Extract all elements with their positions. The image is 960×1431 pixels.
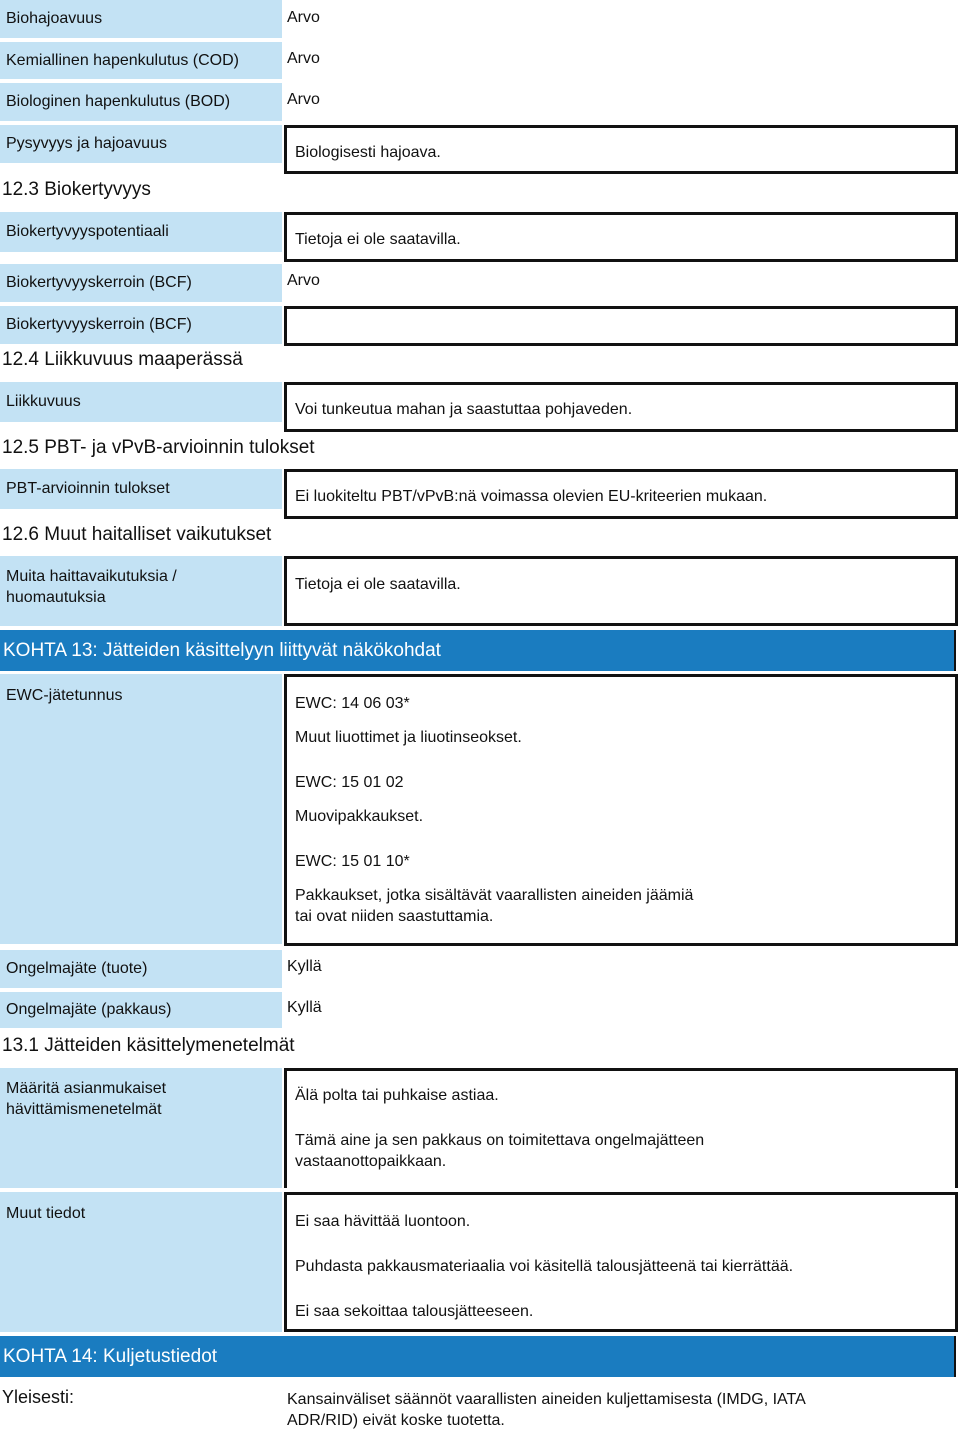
ewc-desc-2: Muovipakkaukset. [295, 808, 424, 825]
label-problem-product: Ongelmajäte (tuote) [0, 950, 282, 988]
label-other-info: Muut tiedot [0, 1192, 282, 1332]
label-mobility: Liikkuvuus [0, 382, 282, 422]
value-problem-product: Kyllä [287, 958, 322, 975]
disposal-line-1: Älä polta tai puhkaise astiaa. [295, 1087, 499, 1104]
heading-13-1: 13.1 Jätteiden käsittelymenetelmät [2, 1035, 295, 1056]
label-persistence: Pysyvyys ja hajoavuus [0, 125, 282, 163]
value-biodegradability: Arvo [287, 9, 320, 26]
value-pbt: Ei luokiteltu PBT/vPvB:nä voimassa olevien EU-kriteerien mukaan. [295, 488, 768, 505]
value-box-bio-potential [284, 212, 958, 262]
heading-12-6: 12.6 Muut haitalliset vaikutukset [2, 524, 272, 545]
label-bcf-2: Biokertyvyyskerroin (BCF) [0, 306, 282, 344]
heading-12-5: 12.5 PBT- ja vPvB-arvioinnin tulokset [2, 437, 315, 458]
ewc-desc-1: Muut liuottimet ja liuotinseokset. [295, 729, 522, 746]
value-problem-package: Kyllä [287, 999, 322, 1016]
value-bio-potential: Tietoja ei ole saatavilla. [295, 231, 461, 248]
ewc-code-3: EWC: 15 01 10* [295, 853, 410, 870]
value-box-pbt [284, 469, 958, 519]
value-persistence: Biologisesti hajoava. [295, 144, 441, 161]
heading-12-3: 12.3 Biokertyvyys [2, 179, 151, 200]
other-info-line-2: Puhdasta pakkausmateriaalia voi käsitellä talousjätteenä tai kierrättää. [295, 1258, 794, 1275]
value-box-ewc [284, 674, 958, 946]
section-13-title: KOHTA 13: Jätteiden käsittelyyn liittyvät näkökohdat [0, 630, 956, 671]
value-box-mobility [284, 382, 958, 432]
value-other-effects: Tietoja ei ole saatavilla. [295, 576, 461, 593]
label-bod: Biologinen hapenkulutus (BOD) [0, 83, 282, 121]
ewc-code-1: EWC: 14 06 03* [295, 695, 410, 712]
value-general: Kansainväliset säännöt vaarallisten aineiden kuljettamisesta (IMDG, IATA ADR/RID) eivät koske tuotetta. [287, 1391, 805, 1429]
label-other-effects: Muita haittavaikutuksia / huomautuksia [0, 556, 282, 626]
label-bio-potential: Biokertyvyyspotentiaali [0, 212, 282, 252]
heading-12-4: 12.4 Liikkuvuus maaperässä [2, 349, 243, 370]
label-cod: Kemiallinen hapenkulutus (COD) [0, 42, 282, 79]
label-general: Yleisesti: [2, 1387, 75, 1407]
value-box-persistence [284, 125, 958, 174]
value-cod: Arvo [287, 50, 320, 67]
value-box-other-info [284, 1192, 958, 1332]
value-box-bcf-2 [284, 306, 958, 346]
value-box-other-effects [284, 556, 958, 626]
ewc-desc-3: Pakkaukset, jotka sisältävät vaarallisten aineiden jäämiä tai ovat niiden saastuttamia. [295, 887, 694, 925]
value-mobility: Voi tunkeutua mahan ja saastuttaa pohjaveden. [295, 401, 633, 418]
value-box-disposal [284, 1068, 958, 1188]
label-biodegradability: Biohajoavuus [0, 0, 282, 38]
other-info-line-1: Ei saa hävittää luontoon. [295, 1213, 471, 1230]
other-info-line-3: Ei saa sekoittaa talousjätteeseen. [295, 1303, 534, 1320]
label-ewc: EWC-jätetunnus [0, 674, 282, 944]
label-bcf-1: Biokertyvyyskerroin (BCF) [0, 264, 282, 302]
value-bcf-1: Arvo [287, 272, 320, 289]
label-disposal: Määritä asianmukaiset hävittämismenetelmät [0, 1068, 282, 1188]
label-problem-package: Ongelmajäte (pakkaus) [0, 992, 282, 1028]
ewc-code-2: EWC: 15 01 02 [295, 774, 404, 791]
value-bod: Arvo [287, 91, 320, 108]
section-14-title: KOHTA 14: Kuljetustiedot [0, 1336, 956, 1377]
label-pbt: PBT-arvioinnin tulokset [0, 469, 282, 509]
disposal-line-2: Tämä aine ja sen pakkaus on toimitettava ongelmajätteen vastaanottopaikkaan. [295, 1132, 705, 1170]
